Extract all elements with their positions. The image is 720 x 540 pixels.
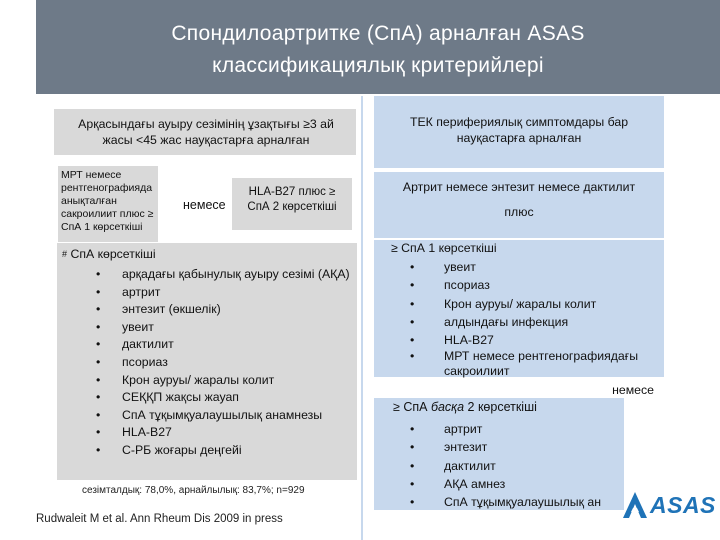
criteria-plus: плюс: [504, 205, 534, 219]
features-title-text: СпА көрсеткіші: [70, 247, 156, 261]
list-item: [398, 313, 668, 331]
asas-logo-mark-icon: [620, 488, 650, 522]
list-item: [398, 331, 668, 349]
list-item: [398, 457, 638, 475]
features-marker: #: [62, 249, 68, 259]
list-item: [64, 266, 354, 284]
mri-box-text: МРТ немесе рентгенографияда анықталған сакроилиит плюс ≥ СпА 1 көрсеткіші: [61, 169, 154, 233]
bullet-icon: •: [410, 296, 415, 311]
bullet-icon: •: [96, 425, 101, 440]
group2-label: энтезит: [444, 440, 488, 455]
bullet-icon: •: [96, 372, 101, 387]
bullet-icon: •: [410, 278, 415, 293]
list-item: [64, 301, 354, 319]
list-item: [398, 349, 668, 379]
list-item: [64, 407, 354, 425]
bullet-icon: •: [410, 495, 415, 510]
bullet-icon: •: [96, 337, 101, 352]
feature-label: Крон ауруы/ жаралы колит: [122, 372, 275, 387]
footnote: сезімталдық: 78,0%, арнайлылық: 83,7%; n=929: [82, 485, 305, 496]
feature-label: СпА тұқымқуалаушылық анамнезы: [122, 407, 323, 422]
feature-label: энтезит (өкшелік): [122, 302, 221, 317]
group1-label: Крон ауруы/ жаралы колит: [444, 296, 597, 311]
bullet-icon: •: [410, 422, 415, 436]
bullet-icon: •: [96, 354, 101, 369]
feature-label: С-РБ жоғары деңгейі: [122, 442, 242, 457]
mri-box: [58, 166, 158, 242]
bullet-icon: •: [410, 333, 415, 348]
group2-label: АҚА амнез: [444, 476, 506, 491]
bullet-icon: •: [410, 349, 415, 364]
group2-label: артрит: [444, 422, 483, 436]
group2-title: [393, 400, 537, 414]
group1-label: псориаз: [444, 278, 490, 293]
slide-title: [42, 18, 714, 82]
group2-list: [398, 420, 638, 511]
list-item: [64, 284, 354, 302]
list-item: [64, 372, 354, 390]
list-item: [398, 438, 638, 456]
left-header-text: Арқасындағы ауыру сезімінің ұзақтығы ≥3 ай жасы <45 жас науқастарға арналған: [78, 117, 334, 147]
group1-label: МРТ немесе рентгенографиядағы сакроилиит: [444, 349, 639, 379]
right-or-label: немесе: [612, 383, 654, 397]
feature-label: арқадағы қабынулық ауыру сезімі (АҚА): [122, 267, 350, 281]
feature-label: СЕҚҚП жақсы жауап: [122, 390, 239, 405]
criteria-box: [374, 172, 664, 238]
list-item: [398, 258, 668, 276]
list-item: [64, 354, 354, 372]
bullet-icon: •: [410, 476, 415, 491]
feature-label: HLA-B27: [122, 425, 172, 440]
bullet-icon: •: [96, 284, 101, 299]
group1-list: [398, 258, 668, 379]
bullet-icon: •: [96, 442, 101, 457]
group1-label: увеит: [444, 260, 476, 274]
slide-title-line2: классификациялық критерийлері: [212, 54, 544, 77]
hla-box: [232, 178, 352, 230]
group1-label: HLA-B27: [444, 333, 494, 348]
citation: Rudwaleit M et al. Ann Rheum Dis 2009 in press: [36, 513, 283, 525]
right-header-box: [374, 96, 664, 168]
list-item: [398, 276, 668, 294]
list-item: [64, 389, 354, 407]
list-item: [64, 442, 354, 460]
right-header-text: ТЕК перифериялық симптомдары бар науқастарға арналған: [409, 115, 629, 145]
group2-title-a: ≥ СпА: [393, 400, 431, 414]
left-or-label: немесе: [183, 198, 226, 212]
list-item: [398, 493, 638, 511]
bullet-icon: •: [96, 267, 101, 281]
group2-label: дактилит: [444, 458, 496, 473]
criteria-line: Артрит немесе энтезит немесе дактилит: [402, 180, 636, 194]
bullet-icon: •: [96, 407, 101, 422]
feature-label: псориаз: [122, 354, 168, 369]
list-item: [64, 319, 354, 337]
list-item: [398, 475, 638, 493]
bullet-icon: •: [96, 319, 101, 334]
bullet-icon: •: [410, 458, 415, 473]
bullet-icon: •: [410, 260, 415, 274]
list-item: [64, 336, 354, 354]
title-gap: [0, 0, 36, 94]
list-item: [64, 424, 354, 442]
group2-title-c: 2 көрсеткіші: [464, 400, 537, 414]
group2-title-emphasis: басқа: [430, 400, 465, 414]
group1-title: ≥ СпА 1 көрсеткіші: [391, 241, 497, 255]
group1-label: алдындағы инфекция: [444, 314, 569, 329]
feature-label: дактилит: [122, 337, 174, 352]
left-header-box: [54, 109, 356, 155]
features-list: [64, 266, 354, 460]
bullet-icon: •: [410, 314, 415, 329]
bullet-icon: •: [410, 440, 415, 455]
column-divider: [361, 96, 363, 540]
features-title: [62, 246, 156, 263]
asas-logo: [620, 486, 716, 526]
feature-label: увеит: [122, 319, 154, 334]
feature-label: артрит: [122, 284, 161, 299]
asas-logo-text: ASAS: [650, 492, 716, 518]
bullet-icon: •: [96, 390, 101, 405]
group2-label: СпА тұқымқуалаушылық ан: [444, 495, 602, 510]
hla-box-text: HLA-B27 плюс ≥ СпА 2 көрсеткіші: [247, 186, 337, 213]
list-item: [398, 295, 668, 313]
bullet-icon: •: [96, 302, 101, 317]
list-item: [398, 420, 638, 438]
slide-title-line1: Спондилоартритке (СпА) арналған ASAS: [171, 22, 585, 45]
